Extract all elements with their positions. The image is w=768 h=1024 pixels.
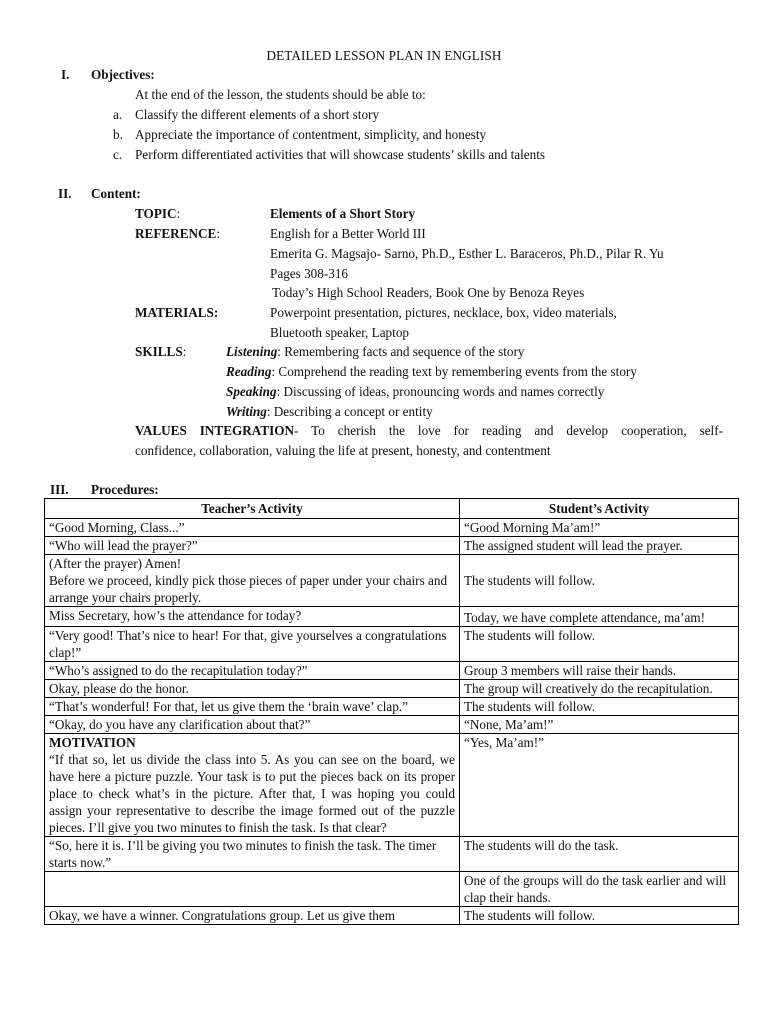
teacher-cell: “So, here it is. I’ll be giving you two minutes to finish the task. The timer starts now.” [45,837,460,872]
table-row [45,555,739,607]
student-cell: One of the groups will do the task earlier and will clap their hands. [460,872,739,907]
skill-reading [226,362,637,382]
materials-line-2: Bluetooth speaker, Laptop [270,325,410,340]
skills-label: SKILLS [135,344,183,359]
values-integration-text: - To cherish the love for reading and develop cooperation, self- [294,423,723,438]
table-row [45,698,739,716]
document-title: DETAILED LESSON PLAN IN ENGLISH [266,48,502,63]
skill-reading-text: : Comprehend the reading text by remembering events from the story [271,364,637,379]
student-cell: The students will follow. [460,907,739,925]
reference-line-1: English for a Better World III [270,226,426,241]
skill-writing-text: : Describing a concept or entity [266,404,433,419]
motivation-title: MOTIVATION [49,735,136,750]
section-1-heading: Objectives: [91,67,155,82]
table-row [45,907,739,925]
teacher-cell: “Good Morning, Class...” [45,519,460,537]
table-row [45,537,739,555]
teacher-cell: “That’s wonderful! For that, let us give them the ‘brain wave’ clap.” [45,698,460,716]
table-row [45,607,739,627]
values-integration-line-2: confidence, collaboration, valuing the life at present, honesty, and contentment [135,443,551,458]
reference-line-2: Emerita G. Magsajo- Sarno, Ph.D., Esther L. Baraceros, Ph.D., Pilar R. Yu [270,246,664,261]
table-row [45,519,739,537]
teacher-activity-header: Teacher’s Activity [45,499,460,519]
skill-writing [226,402,433,422]
objectives-intro: At the end of the lesson, the students should be able to: [135,87,426,102]
teacher-cell: “Who’s assigned to do the recapitulation today?” [45,662,460,680]
objective-letter-a: a. [113,107,123,122]
section-1-numeral: I. [61,67,70,82]
teacher-cell: Okay, we have a winner. Congratulations group. Let us give them [45,907,460,925]
values-integration-label: VALUES INTEGRATION [135,423,295,438]
student-cell: The students will follow. [460,627,739,662]
skill-listening-text: : Remembering facts and sequence of the story [277,344,525,359]
table-row [45,627,739,662]
student-cell: The students will follow. [460,555,739,607]
topic-value: Elements of a Short Story [270,206,416,221]
objective-text-a: Classify the different elements of a short story [135,107,380,122]
teacher-cell: “Okay, do you have any clarification about that?” [45,716,460,734]
reference-label: REFERENCE [135,226,217,241]
student-cell: “Yes, Ma’am!” [460,734,739,837]
objective-letter-b: b. [113,127,123,142]
student-cell: Today, we have complete attendance, ma’am! [460,607,739,627]
student-cell: The assigned student will lead the prayer. [460,537,739,555]
table-row [45,734,739,837]
topic-label-row [135,204,180,224]
motivation-text: “If that so, let us divide the class into 5. As you can see on the board, we have here a picture puzzle. Your task is to put the pieces back on its proper place to check what’s in the picture. After that, I was hoping you could assign your representative to describe the image formed out of the puzzle pieces. I’ll give you two minutes to finish the task. Is that clear? [49,752,455,835]
objective-letter-c: c. [113,147,123,162]
section-2-numeral: II. [58,186,72,201]
student-activity-header: Student’s Activity [460,499,739,519]
procedures-table [44,498,739,925]
teacher-cell: “Very good! That’s nice to hear! For that, give yourselves a congratulations clap!” [45,627,460,662]
student-cell: “None, Ma’am!” [460,716,739,734]
student-cell: “Good Morning Ma’am!” [460,519,739,537]
reference-label-row [135,224,220,244]
skill-writing-name: Writing [226,404,267,419]
student-cell: The students will follow. [460,698,739,716]
table-header-row [45,499,739,519]
reference-colon: : [216,226,221,241]
teacher-cell-line-1: (After the prayer) Amen! [49,556,182,571]
objective-text-c: Perform differentiated activities that will showcase students’ skills and talents [135,147,546,162]
student-cell: The group will creatively do the recapitulation. [460,680,739,698]
topic-label: TOPIC [135,206,177,221]
teacher-cell [45,555,460,607]
teacher-cell: Okay, please do the honor. [45,680,460,698]
skill-speaking-text: : Discussing of ideas, pronouncing words and names correctly [276,384,605,399]
skill-listening [226,342,524,362]
table-row [45,837,739,872]
topic-colon: : [176,206,181,221]
table-row [45,716,739,734]
section-3-heading: Procedures: [91,482,159,497]
skill-speaking [226,382,604,402]
section-2-heading: Content: [91,186,141,201]
skills-colon: : [182,344,187,359]
materials-label: MATERIALS: [135,305,219,320]
table-row [45,872,739,907]
teacher-cell [45,734,460,837]
skills-label-row [135,342,186,362]
teacher-cell: Miss Secretary, how’s the attendance for today? [45,607,460,627]
materials-line-1: Powerpoint presentation, pictures, necklace, box, video materials, [270,305,617,320]
teacher-cell [45,872,460,907]
skill-reading-name: Reading [226,364,272,379]
values-integration-line-1 [135,421,723,441]
skill-listening-name: Listening [226,344,278,359]
table-row [45,662,739,680]
teacher-cell-line-2: Before we proceed, kindly pick those pieces of paper under your chairs and arrange your chairs properly. [49,573,448,605]
skill-speaking-name: Speaking [226,384,277,399]
table-row [45,680,739,698]
section-3-numeral: III. [50,482,69,497]
student-cell: The students will do the task. [460,837,739,872]
reference-line-4: Today’s High School Readers, Book One by Benoza Reyes [272,285,585,300]
student-cell: Group 3 members will raise their hands. [460,662,739,680]
teacher-cell: “Who will lead the prayer?” [45,537,460,555]
reference-line-3: Pages 308-316 [270,266,349,281]
objective-text-b: Appreciate the importance of contentment, simplicity, and honesty [135,127,487,142]
